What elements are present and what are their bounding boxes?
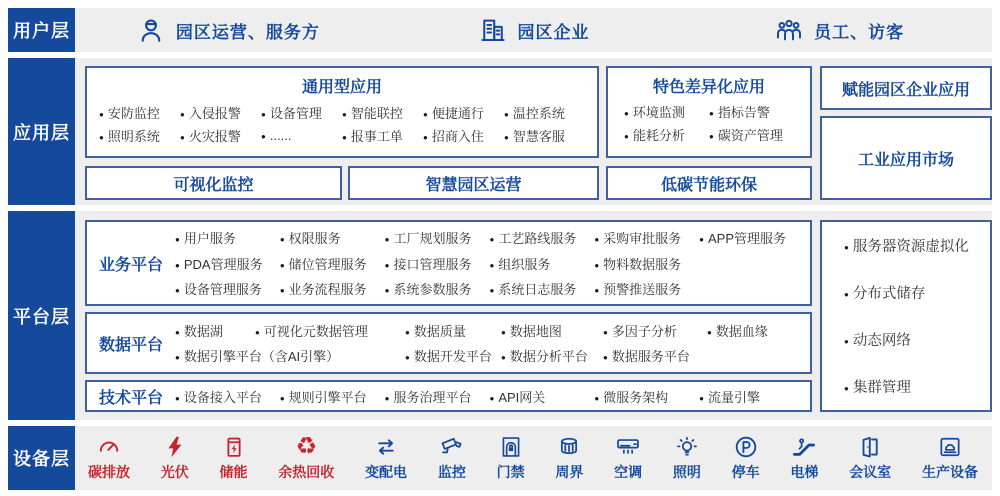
service-item: ● 采购审批服务 — [594, 231, 682, 247]
special-apps-title: 特色差异化应用 — [652, 79, 765, 96]
service-item: ● 智能联控 — [342, 105, 403, 121]
device-item-label: 空调 — [614, 464, 643, 480]
app-layer-band — [8, 58, 992, 205]
battery-icon — [221, 434, 247, 460]
bullet-icon: ● — [175, 285, 180, 295]
service-item: ● 权限服务 — [279, 231, 341, 247]
bullet-icon: ● — [405, 353, 410, 363]
service-item: ● 储位管理服务 — [279, 256, 367, 272]
bullet-icon: ● — [384, 260, 390, 270]
bullet-icon: ● — [844, 337, 849, 346]
device-item-label: 监控 — [437, 464, 466, 480]
bullet-icon: ● — [489, 235, 495, 245]
bullet-icon: ● — [180, 109, 185, 119]
tech-platform-box — [85, 380, 812, 412]
service-item: ● 规则引擎平台 — [279, 389, 367, 405]
service-item: ● 集群管理 — [844, 380, 911, 396]
service-item: ● 温控系统 — [504, 105, 565, 121]
smart-park-ops-title: 智慧园区运营 — [425, 176, 522, 194]
device-item — [614, 434, 642, 482]
general-apps-title: 通用型应用 — [301, 79, 382, 96]
service-item: ● 智慧客服 — [504, 129, 565, 145]
bullet-icon: ● — [175, 235, 180, 245]
service-item: ● 服务器资源虚拟化 — [844, 239, 969, 255]
app-layer-label: 应用层 — [8, 58, 75, 205]
service-item: ● 设备管理 — [261, 105, 322, 121]
parking-icon — [733, 434, 759, 460]
service-item: ● 动态网络 — [844, 333, 911, 349]
service-item: ● 数据血缘 — [707, 323, 768, 339]
service-item: ● 指标告警 — [709, 105, 770, 120]
escalator-icon — [791, 434, 817, 460]
people-icon — [774, 15, 804, 45]
bullet-icon: ● — [844, 384, 849, 393]
special-apps-box — [606, 66, 812, 158]
platform-layer-band — [8, 211, 992, 420]
device-item — [438, 434, 466, 482]
camera-icon — [439, 434, 465, 460]
service-item: ● 数据分析平台 — [501, 349, 588, 365]
bulb-icon — [674, 434, 700, 460]
exchange-arrows-icon — [373, 434, 399, 460]
service-item: ● API网关 — [489, 389, 546, 405]
bullet-icon: ● — [603, 353, 608, 363]
bullet-icon: ● — [180, 133, 185, 143]
item-row — [624, 102, 794, 121]
bullet-icon: ● — [699, 235, 704, 245]
bullet-icon: ● — [261, 109, 266, 119]
service-item: ● 数据质量 — [405, 323, 466, 339]
bullet-icon: ● — [489, 285, 495, 295]
bullet-icon: ● — [255, 327, 260, 337]
special-apps-items — [624, 98, 794, 148]
bullet-icon: ● — [384, 285, 390, 295]
gauge-icon — [96, 434, 122, 460]
device-item — [790, 434, 818, 482]
user-group — [75, 15, 381, 45]
visual-monitor-title: 可视化监控 — [173, 176, 254, 194]
device-item — [365, 434, 407, 482]
business-platform-title: 业务平台 — [98, 256, 163, 274]
general-apps-items — [99, 98, 585, 150]
bullet-icon: ● — [423, 109, 428, 119]
service-item: ● 招商入住 — [423, 129, 484, 145]
user-group — [381, 15, 687, 45]
door-icon — [857, 434, 883, 460]
service-item: ● 预警推送服务 — [594, 281, 682, 297]
bullet-icon: ● — [594, 235, 600, 245]
service-item: ● 物料数据服务 — [594, 256, 682, 272]
service-item: ● 系统参数服务 — [384, 281, 472, 297]
ac-icon — [615, 434, 641, 460]
smart-park-ops-box — [348, 166, 599, 200]
bullet-icon: ● — [99, 133, 104, 143]
service-item: ● 工艺路线服务 — [489, 231, 577, 247]
device-item — [732, 434, 760, 482]
low-carbon-title: 低碳节能环保 — [660, 176, 757, 194]
device-item — [673, 434, 701, 482]
bullet-icon: ● — [405, 327, 410, 337]
device-layer-label: 设备层 — [8, 426, 75, 490]
bullet-icon: ● — [384, 393, 390, 403]
user-groups — [75, 15, 992, 45]
service-item: ● 接口管理服务 — [384, 256, 472, 272]
service-item: ● 微服务架构 — [594, 389, 669, 405]
bullet-icon: ● — [709, 109, 714, 118]
item-row — [624, 125, 794, 144]
building-icon — [478, 15, 508, 45]
bullet-icon: ● — [342, 133, 347, 143]
empower-box-title: 赋能园区企业应用 — [841, 81, 970, 99]
device-layer-band — [8, 426, 992, 490]
service-item: ● 设备接入平台 — [175, 389, 262, 405]
device-item-label: 光伏 — [160, 464, 189, 480]
industrial-market-title: 工业应用市场 — [857, 151, 954, 169]
service-item: ● 数据服务平台 — [603, 349, 690, 365]
service-item: ● 数据开发平台 — [405, 349, 492, 365]
bullet-icon: ● — [624, 132, 629, 141]
bullet-icon: ● — [501, 327, 506, 337]
service-item: ● 数据湖 — [175, 323, 223, 339]
business-platform-box — [85, 220, 812, 306]
device-item-label: 电梯 — [790, 464, 819, 480]
device-item-label: 碳排放 — [88, 464, 130, 480]
bullet-icon: ● — [175, 393, 180, 403]
service-item: ● 流量引擎 — [699, 389, 761, 405]
recycle-icon: ♻ — [295, 433, 318, 460]
bullet-icon: ● — [423, 133, 428, 143]
device-item-label: 生产设备 — [921, 464, 978, 480]
device-item-label: 周界 — [555, 464, 584, 480]
user-group-label: 员工、访客 — [814, 22, 905, 42]
device-item-label: 会议室 — [849, 464, 892, 480]
device-item — [497, 434, 525, 482]
service-item: ● 工厂规划服务 — [384, 231, 472, 247]
service-item: ● 报事工单 — [342, 129, 403, 145]
service-item: ● 多因子分析 — [603, 323, 677, 339]
service-item: ● 便捷通行 — [423, 105, 484, 121]
service-item: ● 数据地图 — [501, 323, 562, 339]
service-item: ● 照明系统 — [99, 129, 160, 145]
bullet-icon: ● — [504, 109, 509, 119]
service-item: ● 入侵报警 — [180, 105, 241, 121]
device-item — [88, 434, 130, 482]
tech-platform-items — [175, 382, 810, 410]
user-group-label: 园区企业 — [517, 22, 590, 42]
empower-box — [820, 66, 992, 110]
item-row — [175, 279, 804, 298]
service-item: ● 能耗分析 — [624, 128, 685, 143]
item-row — [175, 321, 804, 340]
device-item-label: 变配电 — [365, 464, 408, 480]
device-item-label: 照明 — [672, 464, 701, 480]
bullet-icon: ● — [624, 109, 629, 118]
user-layer-band — [8, 8, 992, 52]
device-item-label: 储能 — [219, 464, 248, 480]
bullet-icon: ● — [175, 260, 180, 270]
service-item: ● PDA管理服务 — [175, 256, 263, 272]
bullet-icon: ● — [489, 260, 495, 270]
user-group — [686, 15, 992, 45]
service-item: ● 分布式储存 — [844, 286, 926, 302]
tech-platform-title: 技术平台 — [98, 389, 163, 407]
service-item: ● 用户服务 — [175, 231, 236, 247]
bullet-icon: ● — [603, 327, 608, 337]
platform-layer-label: 平台层 — [8, 211, 75, 420]
item-row — [175, 254, 804, 273]
service-item: ● APP管理服务 — [699, 231, 787, 247]
general-apps-box — [85, 66, 599, 158]
user-group-label: 园区运营、服务方 — [175, 22, 320, 42]
service-item: ● 业务流程服务 — [279, 281, 367, 297]
bullet-icon: ● — [279, 260, 285, 270]
bullet-icon: ● — [594, 260, 600, 270]
bullet-icon: ● — [707, 327, 712, 337]
device-item-label: 门禁 — [496, 464, 525, 480]
service-item: ● 组织服务 — [489, 256, 551, 272]
device-item — [555, 434, 583, 482]
bullet-icon: ● — [279, 235, 285, 245]
service-item: ● 碳资产管理 — [709, 128, 783, 143]
business-platform-items — [175, 222, 810, 304]
bullet-icon: ● — [501, 353, 506, 363]
bullet-icon: ● — [342, 109, 347, 119]
bullet-icon: ● — [594, 285, 600, 295]
service-item: ● 火灾报警 — [180, 129, 241, 145]
data-platform-title: 数据平台 — [98, 336, 163, 354]
user-layer-label: 用户层 — [8, 8, 75, 52]
device-item — [278, 434, 334, 482]
device-item — [161, 434, 189, 482]
item-row — [175, 387, 804, 406]
bullet-icon: ● — [699, 393, 704, 403]
bullet-icon: ● — [504, 133, 509, 143]
low-carbon-box — [606, 166, 812, 200]
industrial-market-box — [820, 116, 992, 200]
item-row — [99, 103, 585, 122]
bullet-icon: ● — [844, 243, 849, 252]
bullet-icon: ● — [384, 235, 390, 245]
service-item: ● 服务治理平台 — [384, 389, 472, 405]
service-item: ● 数据引擎平台（含AI引擎） — [175, 349, 340, 365]
item-row — [99, 126, 585, 145]
infrastructure-items — [822, 222, 990, 410]
lock-icon — [498, 434, 524, 460]
operator-icon — [136, 15, 166, 45]
bullet-icon: ● — [709, 132, 714, 141]
bullet-icon: ● — [175, 353, 180, 363]
bullet-icon: ● — [279, 285, 285, 295]
bullet-icon: ● — [175, 327, 180, 337]
item-row — [175, 228, 804, 247]
service-item: ● 安防监控 — [99, 105, 160, 121]
service-item: ● 环境监测 — [624, 105, 685, 120]
machine-icon — [937, 434, 963, 460]
device-item — [220, 434, 248, 482]
service-item: ● 设备管理服务 — [175, 281, 262, 297]
service-item: ● 可视化元数据管理 — [255, 323, 368, 339]
perimeter-drum-icon — [556, 434, 582, 460]
item-row — [175, 346, 804, 365]
service-item: ● ...... — [261, 128, 292, 144]
data-platform-items — [175, 314, 810, 372]
service-item: ● 系统日志服务 — [489, 281, 577, 297]
bullet-icon: ● — [594, 393, 600, 403]
bullet-icon: ● — [261, 132, 266, 142]
device-item — [922, 434, 978, 482]
bullet-icon: ● — [99, 109, 104, 119]
infrastructure-box — [820, 220, 992, 412]
device-item-label: 余热回收 — [278, 464, 335, 480]
bolt-icon — [162, 434, 188, 460]
bullet-icon: ● — [279, 393, 285, 403]
data-platform-box — [85, 312, 812, 374]
visual-monitor-box — [85, 166, 342, 200]
device-item-label: 停车 — [731, 464, 760, 480]
bullet-icon: ● — [489, 393, 495, 403]
device-item — [849, 434, 891, 482]
bullet-icon: ● — [844, 290, 849, 299]
